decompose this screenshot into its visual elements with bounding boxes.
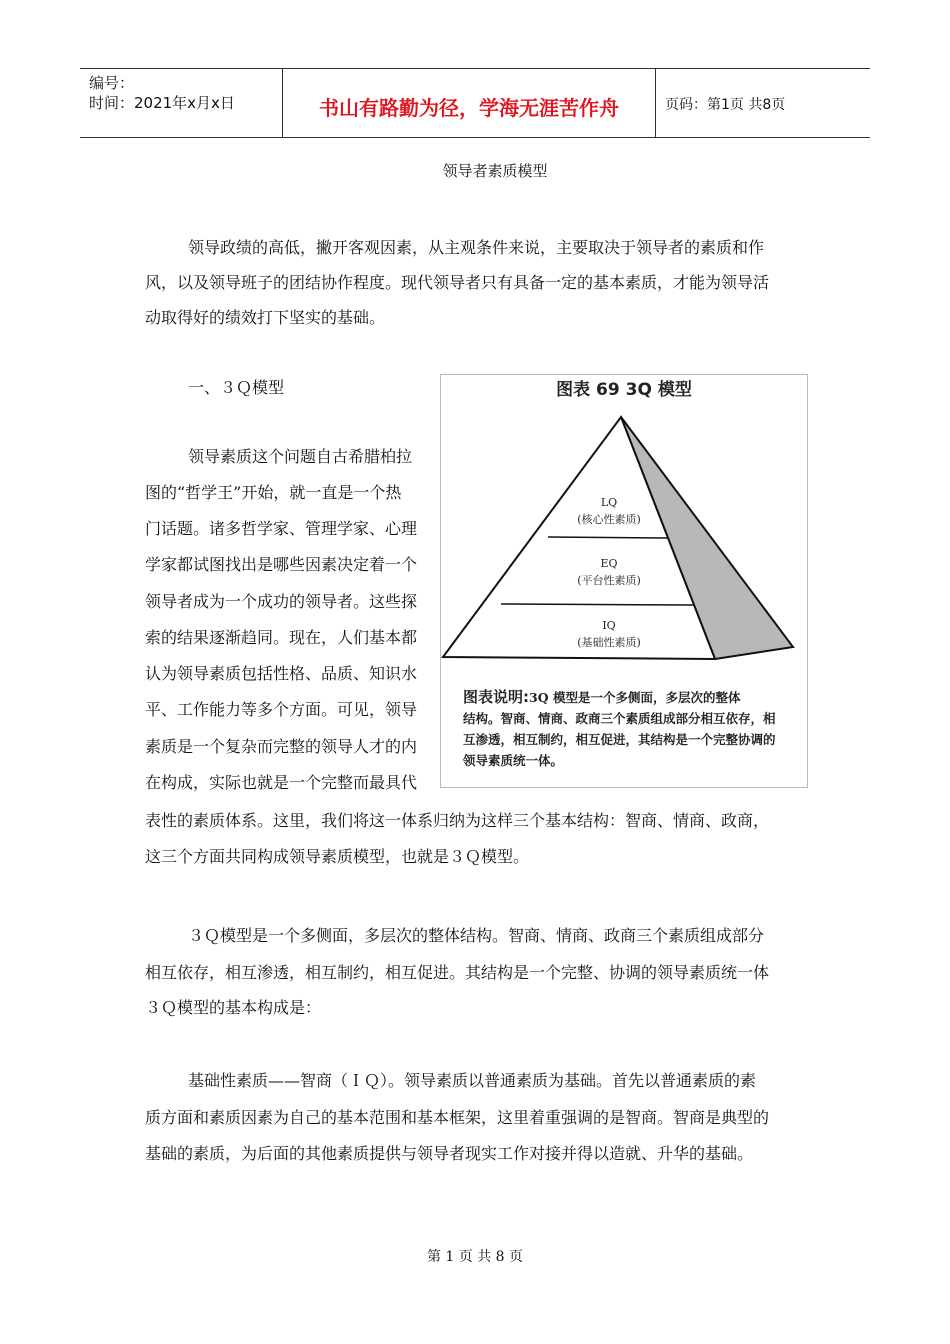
paragraph-line: 质方面和素质因素为自己的基本范围和基本框架，这里着重强调的是智商。智商是典型的 — [145, 1108, 770, 1127]
paragraph-line: 基础性素质——智商（ＩＱ）。领导素质以普通素质为基础。首先以普通素质的素 — [188, 1071, 757, 1090]
page-footer: 第 1 页 共 8 页 — [426, 1249, 524, 1265]
pyramid-level-eq — [549, 555, 669, 589]
document-time-label: 时间：2021年x月x日 — [89, 94, 235, 112]
paragraph-line: 这三个方面共同构成领导素质模型，也就是３Ｑ模型。 — [145, 847, 530, 866]
page-header — [80, 68, 870, 138]
pyramid-level-lq — [549, 494, 669, 528]
paragraph-line: 领导政绩的高低，撇开客观因素，从主观条件来说，主要取决于领导者的素质和作 — [188, 238, 765, 257]
level-code: IQ — [602, 619, 616, 632]
paragraph-line: 平、工作能力等多个方面。可见，领导 — [145, 700, 418, 719]
level-name: (平台性素质) — [577, 574, 641, 587]
caption-line: 领导素质统一体。 — [463, 753, 564, 768]
caption-label: 图表说明: — [463, 688, 529, 706]
pyramid-level-iq — [549, 617, 669, 651]
document-number-label: 编号： — [89, 74, 135, 92]
header-motto: 书山有路勤为径，学海无涯苦作舟 — [319, 96, 619, 120]
paragraph-line: 素质是一个复杂而完整的领导人才的内 — [145, 737, 418, 756]
caption-line: 互渗透，相互制约，相互促进，其结构是一个完整协调的 — [463, 732, 776, 747]
pyramid-level-divider — [501, 604, 695, 605]
paragraph-line: 索的结果逐渐趋同。现在，人们基本都 — [145, 628, 418, 647]
caption-line: 结构。智商、情商、政商三个素质组成部分相互依存，相 — [463, 711, 776, 726]
paragraph-line: 动取得好的绩效打下坚实的基础。 — [145, 308, 386, 327]
paragraph-line: ３Ｑ模型的基本构成是： — [145, 998, 322, 1017]
level-name: (核心性素质) — [577, 513, 641, 526]
paragraph-line: 基础的素质，为后面的其他素质提供与领导者现实工作对接并得以造就、升华的基础。 — [145, 1144, 754, 1163]
pyramid-level-divider — [548, 537, 668, 538]
level-name: (基础性素质) — [577, 636, 641, 649]
paragraph-line: 相互依存，相互渗透，相互制约，相互促进。其结构是一个完整、协调的领导素质统一体 — [145, 963, 770, 982]
paragraph-line: 风，以及领导班子的团结协作程度。现代领导者只有具备一定的基本素质，才能为领导活 — [145, 273, 770, 292]
paragraph-line: 在构成，实际也就是一个完整而最具代 — [145, 773, 418, 792]
paragraph-line: 学家都试图找出是哪些因素决定着一个 — [145, 555, 418, 574]
3q-model-figure — [440, 374, 808, 788]
level-code: EQ — [600, 557, 618, 570]
paragraph-line: 认为领导素质包括性格、品质、知识水 — [145, 664, 418, 683]
caption-line: 3Q 模型是一个多侧面，多层次的整体 — [529, 690, 741, 705]
header-divider — [282, 69, 283, 137]
header-page-info: 页码：第1页 共8页 — [665, 97, 786, 113]
figure-title: 图表 69 3Q 模型 — [556, 380, 692, 400]
section-heading: 一、３Ｑ模型 — [188, 378, 285, 397]
paragraph-line: 图的“哲学王”开始，就一直是一个热 — [145, 483, 402, 502]
paragraph-line: 表性的素质体系。这里，我们将这一体系归纳为这样三个基本结构：智商、情商、政商， — [145, 811, 770, 830]
paragraph-line: 领导素质这个问题自古希腊柏拉 — [188, 447, 413, 466]
paragraph-line: 领导者成为一个成功的领导者。这些探 — [145, 592, 418, 611]
paragraph-line: 门话题。诸多哲学家、管理学家、心理 — [145, 519, 418, 538]
paragraph-line: ３Ｑ模型是一个多侧面，多层次的整体结构。智商、情商、政商三个素质组成部分 — [188, 926, 765, 945]
document-title: 领导者素质模型 — [442, 162, 548, 180]
level-code: LQ — [600, 496, 618, 509]
figure-caption — [463, 687, 803, 771]
header-divider — [655, 69, 656, 137]
